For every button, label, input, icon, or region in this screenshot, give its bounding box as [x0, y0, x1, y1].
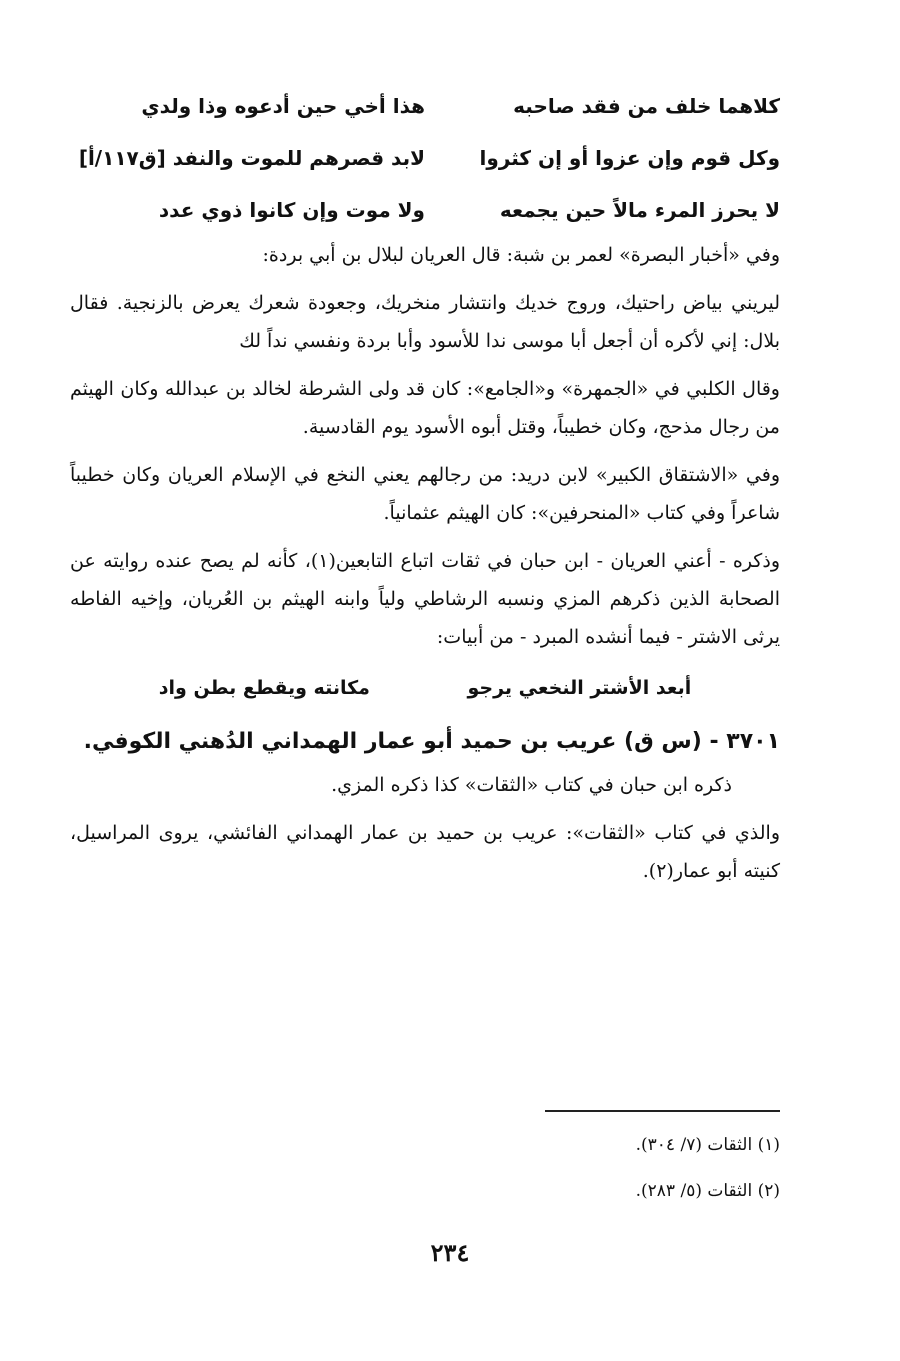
verse-hemistich-second: مكانته ويقطع بطن واد — [158, 677, 370, 699]
footnote-separator — [545, 1110, 780, 1112]
verse-hemistich-first: كلاهما خلف من فقد صاحبه — [513, 94, 780, 118]
entry-paragraph-1: ذكره ابن حبان في كتاب «الثقات» كذا ذكره المزي. — [331, 774, 732, 796]
verse-hemistich-second: ولا موت وإن كانوا ذوي عدد — [158, 198, 425, 222]
verse-hemistich-first: وكل قوم وإن عزوا أو إن كثروا — [479, 146, 780, 170]
footnote-1: (١) الثقات (٧/ ٣٠٤). — [635, 1135, 780, 1155]
verse-line-1 — [70, 80, 780, 132]
verse-hemistich-second: لابد قصرهم للموت والنفد [ق١١٧/أ] — [78, 146, 425, 170]
verse-ashtar — [70, 662, 780, 714]
footnotes — [70, 1122, 780, 1214]
paragraph-akhbar-basra: وفي «أخبار البصرة» لعمر بن شبة: قال العريان لبلال بن أبي بردة: — [262, 244, 780, 266]
page-number: ٢٣٤ — [430, 1238, 470, 1267]
entry-title: ٣٧٠١ - (س ق) عريب بن حميد أبو عمار الهمداني الدُهني الكوفي. — [83, 729, 780, 754]
entry-paragraph-2: والذي في كتاب «الثقات»: عريب بن حميد بن عمار الهمداني الفائشي، يروى المراسيل، كنيته أبو عمار(٢). — [70, 822, 780, 882]
paragraph-ishtiqaq: وفي «الاشتقاق الكبير» لابن دريد: من رجالهم يعني النخع في الإسلام العريان وكان خطيباً شاعراً وفي كتاب «المنحرفين»: كان الهيثم عثمانياً. — [70, 464, 780, 524]
page-body — [70, 80, 780, 890]
footnote-2: (٢) الثقات (٥/ ٢٨٣). — [635, 1181, 780, 1201]
paragraph-bilal-reply: ليريني بياض راحتيك، وروج خديك وانتشار منخريك، وجعودة شعرك يعرض بالزنجية. فقال بلال: إني لأكره أن أجعل أبا موسى ندا للأسود وأبا بردة ونفسي نداً لك — [70, 292, 780, 352]
paragraph-kalbi: وقال الكلبي في «الجمهرة» و«الجامع»: كان قد ولى الشرطة لخالد بن عبدالله وكان الهيثم من رجال مذحج، وكان خطيباً، وقتل أبوه الأسود يوم القادسية. — [70, 378, 780, 438]
verse-hemistich-first: لا يحرز المرء مالاً حين يجمعه — [499, 198, 780, 222]
verse-line-3 — [70, 184, 780, 236]
verse-hemistich-first: أبعد الأشتر النخعي يرجو — [467, 677, 692, 699]
verse-hemistich-second: هذا أخي حين أدعوه وذا ولدي — [141, 94, 425, 118]
paragraph-ibn-hibban: وذكره - أعني العريان - ابن حبان في ثقات اتباع التابعين(١)، كأنه لم يصح عنده روايته عن الصحابة الذين ذكرهم المزي ونسبه الرشاطي ولياً وابنه الهيثم بن العُريان، وإخيه الفاطه يرثى الاشتر - فيما أنشده المبرد - من أبيات: — [70, 550, 780, 648]
verse-line-2 — [70, 132, 780, 184]
